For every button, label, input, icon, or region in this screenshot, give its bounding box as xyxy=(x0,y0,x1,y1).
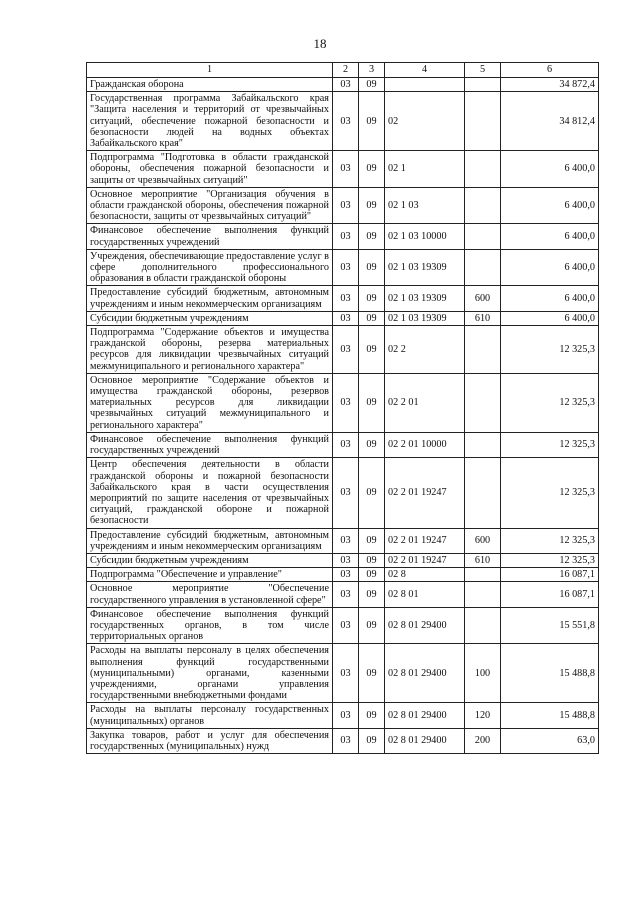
row-target-code: 02 2 01 19247 xyxy=(385,458,465,528)
row-amount: 12 325,3 xyxy=(501,326,599,374)
header-col-3: 3 xyxy=(359,63,385,78)
row-section: 03 xyxy=(333,553,359,567)
row-expense-type xyxy=(465,151,501,188)
header-col-2: 2 xyxy=(333,63,359,78)
row-section: 03 xyxy=(333,249,359,286)
row-amount: 34 872,4 xyxy=(501,78,599,92)
table-row xyxy=(87,78,599,92)
row-amount: 12 325,3 xyxy=(501,553,599,567)
row-subsection: 09 xyxy=(359,326,385,374)
row-target-code: 02 xyxy=(385,92,465,151)
header-col-1: 1 xyxy=(87,63,333,78)
budget-table xyxy=(86,62,599,754)
row-target-code: 02 8 xyxy=(385,568,465,582)
row-subsection: 09 xyxy=(359,373,385,432)
row-target-code: 02 8 01 xyxy=(385,582,465,607)
row-amount: 12 325,3 xyxy=(501,458,599,528)
row-expense-type xyxy=(465,249,501,286)
row-name: Субсидии бюджетным учреждениям xyxy=(87,311,333,325)
row-name: Финансовое обеспечение выполнения функций государственных учреждений xyxy=(87,432,333,457)
row-name: Расходы на выплаты персоналу государственных (муниципальных) органов xyxy=(87,703,333,728)
row-expense-type xyxy=(465,326,501,374)
row-amount: 12 325,3 xyxy=(501,373,599,432)
header-col-4: 4 xyxy=(385,63,465,78)
row-name: Расходы на выплаты персоналу в целях обеспечения выполнения функций государственными (муниципальными) органами, казенными учреждениями, органами управления государственными внебюджетными фондами xyxy=(87,644,333,703)
row-subsection: 09 xyxy=(359,249,385,286)
row-target-code: 02 2 01 19247 xyxy=(385,528,465,553)
row-expense-type: 600 xyxy=(465,286,501,311)
row-name: Подпрограмма "Обеспечение и управление" xyxy=(87,568,333,582)
table-row xyxy=(87,326,599,374)
header-col-5: 5 xyxy=(465,63,501,78)
row-name: Подпрограмма "Подготовка в области гражданской обороны, обеспечения пожарной безопасности и защиты от чрезвычайных ситуаций" xyxy=(87,151,333,188)
row-subsection: 09 xyxy=(359,432,385,457)
row-amount: 16 087,1 xyxy=(501,582,599,607)
row-expense-type: 100 xyxy=(465,644,501,703)
row-target-code: 02 8 01 29400 xyxy=(385,644,465,703)
row-name: Предоставление субсидий бюджетным, автономным учреждениям и иным некоммерческим организациям xyxy=(87,528,333,553)
row-subsection: 09 xyxy=(359,644,385,703)
row-name: Основное мероприятие "Организация обучения в области гражданской обороны, обеспечения пожарной безопасности, защиты от чрезвычайных ситуаций" xyxy=(87,187,333,224)
row-expense-type xyxy=(465,458,501,528)
row-expense-type: 200 xyxy=(465,728,501,753)
row-expense-type: 610 xyxy=(465,311,501,325)
table-header-row xyxy=(87,63,599,78)
row-section: 03 xyxy=(333,458,359,528)
row-name: Субсидии бюджетным учреждениям xyxy=(87,553,333,567)
row-subsection: 09 xyxy=(359,311,385,325)
table-row xyxy=(87,528,599,553)
row-expense-type xyxy=(465,78,501,92)
row-subsection: 09 xyxy=(359,553,385,567)
table-row xyxy=(87,151,599,188)
row-target-code: 02 2 xyxy=(385,326,465,374)
row-amount: 6 400,0 xyxy=(501,286,599,311)
row-section: 03 xyxy=(333,644,359,703)
row-subsection: 09 xyxy=(359,78,385,92)
row-target-code: 02 1 03 xyxy=(385,187,465,224)
table-row xyxy=(87,644,599,703)
row-target-code: 02 2 01 19247 xyxy=(385,553,465,567)
row-section: 03 xyxy=(333,607,359,644)
table-row xyxy=(87,373,599,432)
row-section: 03 xyxy=(333,432,359,457)
row-section: 03 xyxy=(333,187,359,224)
row-expense-type xyxy=(465,373,501,432)
table-body xyxy=(87,78,599,754)
row-target-code xyxy=(385,78,465,92)
row-target-code: 02 1 03 19309 xyxy=(385,249,465,286)
row-section: 03 xyxy=(333,151,359,188)
row-expense-type: 600 xyxy=(465,528,501,553)
table-row xyxy=(87,224,599,249)
row-section: 03 xyxy=(333,703,359,728)
row-amount: 15 488,8 xyxy=(501,644,599,703)
row-name: Подпрограмма "Содержание объектов и имущества гражданской обороны, резерва материальных ресурсов для ликвидации чрезвычайных ситуаций межмуниципального и регионального характера" xyxy=(87,326,333,374)
row-section: 03 xyxy=(333,326,359,374)
row-subsection: 09 xyxy=(359,607,385,644)
row-amount: 6 400,0 xyxy=(501,249,599,286)
row-name: Основное мероприятие "Обеспечение государственного управления в установленной сфере" xyxy=(87,582,333,607)
table-row xyxy=(87,728,599,753)
row-expense-type: 610 xyxy=(465,553,501,567)
row-expense-type xyxy=(465,92,501,151)
row-name: Финансовое обеспечение выполнения функций государственных органов, в том числе территориальных органов xyxy=(87,607,333,644)
row-amount: 6 400,0 xyxy=(501,187,599,224)
row-section: 03 xyxy=(333,728,359,753)
row-name: Государственная программа Забайкальского края "Защита населения и территорий от чрезвычайных ситуаций, обеспечение пожарной безопасности и безопасности людей на водных объектах Забайкальского края" xyxy=(87,92,333,151)
row-amount: 6 400,0 xyxy=(501,311,599,325)
row-subsection: 09 xyxy=(359,703,385,728)
page-number: 18 xyxy=(313,36,327,51)
row-subsection: 09 xyxy=(359,224,385,249)
row-amount: 12 325,3 xyxy=(501,528,599,553)
row-name: Гражданская оборона xyxy=(87,78,333,92)
table-row xyxy=(87,568,599,582)
table-row xyxy=(87,432,599,457)
row-section: 03 xyxy=(333,286,359,311)
row-expense-type xyxy=(465,187,501,224)
row-subsection: 09 xyxy=(359,92,385,151)
row-subsection: 09 xyxy=(359,187,385,224)
row-subsection: 09 xyxy=(359,728,385,753)
row-name: Финансовое обеспечение выполнения функций государственных учреждений xyxy=(87,224,333,249)
row-expense-type xyxy=(465,224,501,249)
row-target-code: 02 2 01 10000 xyxy=(385,432,465,457)
row-section: 03 xyxy=(333,92,359,151)
row-amount: 6 400,0 xyxy=(501,224,599,249)
row-target-code: 02 1 03 19309 xyxy=(385,311,465,325)
row-expense-type xyxy=(465,432,501,457)
row-expense-type xyxy=(465,607,501,644)
row-target-code: 02 8 01 29400 xyxy=(385,703,465,728)
row-subsection: 09 xyxy=(359,151,385,188)
row-target-code: 02 1 xyxy=(385,151,465,188)
row-amount: 15 488,8 xyxy=(501,703,599,728)
row-section: 03 xyxy=(333,582,359,607)
row-target-code: 02 2 01 xyxy=(385,373,465,432)
row-target-code: 02 8 01 29400 xyxy=(385,607,465,644)
row-name: Учреждения, обеспечивающие предоставление услуг в сфере дополнительного профессионального образования в области гражданской обороны xyxy=(87,249,333,286)
row-expense-type: 120 xyxy=(465,703,501,728)
row-expense-type xyxy=(465,582,501,607)
table-row xyxy=(87,92,599,151)
row-expense-type xyxy=(465,568,501,582)
row-target-code: 02 1 03 10000 xyxy=(385,224,465,249)
row-amount: 63,0 xyxy=(501,728,599,753)
row-name: Закупка товаров, работ и услуг для обеспечения государственных (муниципальных) нужд xyxy=(87,728,333,753)
table-row xyxy=(87,553,599,567)
row-amount: 15 551,8 xyxy=(501,607,599,644)
row-section: 03 xyxy=(333,78,359,92)
row-amount: 6 400,0 xyxy=(501,151,599,188)
row-name: Центр обеспечения деятельности в области гражданской обороны и пожарной безопасности Забайкальского края в части осуществления мероприятий по защите населения от чрезвычайных ситуаций, гражданской обороне и пожарной безопасности xyxy=(87,458,333,528)
row-subsection: 09 xyxy=(359,568,385,582)
row-section: 03 xyxy=(333,311,359,325)
row-section: 03 xyxy=(333,568,359,582)
row-target-code: 02 8 01 29400 xyxy=(385,728,465,753)
row-name: Основное мероприятие "Содержание объектов и имущества гражданской обороны, резервов материальных ресурсов для ликвидации чрезвычайных ситуаций межмуниципального и регионального характера" xyxy=(87,373,333,432)
row-section: 03 xyxy=(333,373,359,432)
row-subsection: 09 xyxy=(359,528,385,553)
row-name: Предоставление субсидий бюджетным, автономным учреждениям и иным некоммерческим организациям xyxy=(87,286,333,311)
row-amount: 34 812,4 xyxy=(501,92,599,151)
table-row xyxy=(87,703,599,728)
row-amount: 16 087,1 xyxy=(501,568,599,582)
table-row xyxy=(87,458,599,528)
table-row xyxy=(87,607,599,644)
table-row xyxy=(87,249,599,286)
table-row xyxy=(87,286,599,311)
row-subsection: 09 xyxy=(359,582,385,607)
row-section: 03 xyxy=(333,224,359,249)
row-section: 03 xyxy=(333,528,359,553)
table-row xyxy=(87,187,599,224)
table-row xyxy=(87,582,599,607)
row-subsection: 09 xyxy=(359,286,385,311)
row-subsection: 09 xyxy=(359,458,385,528)
header-col-6: 6 xyxy=(501,63,599,78)
row-target-code: 02 1 03 19309 xyxy=(385,286,465,311)
row-amount: 12 325,3 xyxy=(501,432,599,457)
table-row xyxy=(87,311,599,325)
